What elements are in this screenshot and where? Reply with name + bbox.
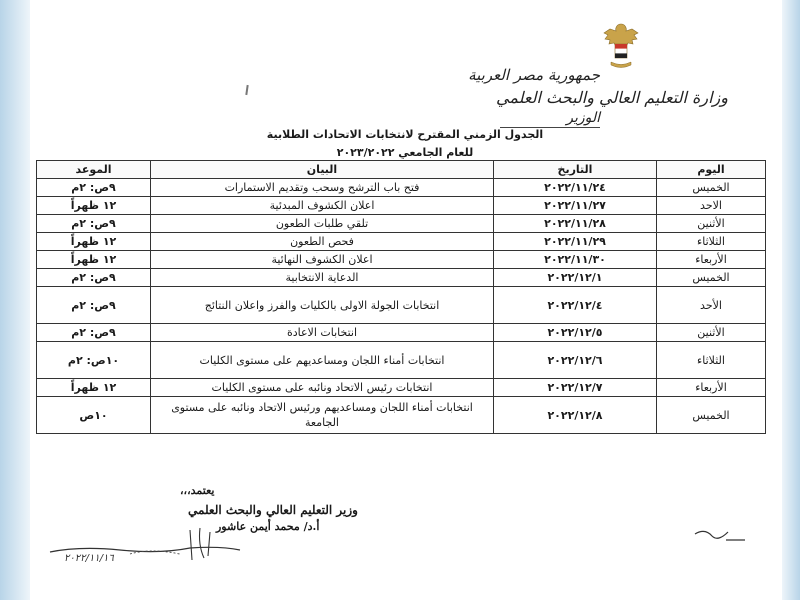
cell-time: ٩ص: ٢م bbox=[37, 287, 151, 324]
cell-time: ٩ص: ٢م bbox=[37, 324, 151, 342]
approval-greeting: يعتمد،،، bbox=[180, 484, 215, 497]
table-row bbox=[37, 251, 766, 269]
table-header-row bbox=[37, 161, 766, 179]
cell-description: انتخابات أمناء اللجان ومساعديهم على مستوى الكليات bbox=[151, 342, 494, 379]
cell-time: ١٢ ظهراً bbox=[37, 379, 151, 397]
table-row bbox=[37, 324, 766, 342]
cell-time: ٩ص: ٢م bbox=[37, 215, 151, 233]
minister-name: أ.د/ محمد أيمن عاشور bbox=[216, 520, 320, 533]
cell-description: انتخابات رئيس الاتحاد ونائبه على مستوى الكليات bbox=[151, 379, 494, 397]
table-row bbox=[37, 342, 766, 379]
title-line-1: الجدول الزمني المقترح لانتخابات الاتحادات الطلابية bbox=[266, 128, 544, 141]
cell-day: الثلاثاء bbox=[657, 233, 766, 251]
cell-day: الاحد bbox=[657, 197, 766, 215]
table-row bbox=[37, 287, 766, 324]
header-day: اليوم bbox=[657, 161, 766, 179]
cell-time: ١٢ ظهراً bbox=[37, 251, 151, 269]
cell-date: ٢٠٢٢/١٢/٥ bbox=[494, 324, 657, 342]
cell-description: انتخابات أمناء اللجان ومساعديهم ورئيس الاتحاد ونائبه على مستوى الجامعة bbox=[151, 397, 494, 434]
cell-day: الثلاثاء bbox=[657, 342, 766, 379]
cell-time: ١٢ ظهراً bbox=[37, 233, 151, 251]
schedule-table bbox=[36, 160, 766, 434]
table-row bbox=[37, 215, 766, 233]
cell-date: ٢٠٢٢/١٢/١ bbox=[494, 269, 657, 287]
document-title bbox=[240, 126, 570, 162]
margin-mark-icon bbox=[690, 520, 750, 550]
letterhead-ministry: وزارة التعليم العالي والبحث العلمي bbox=[496, 88, 728, 107]
cell-day: الخميس bbox=[657, 397, 766, 434]
title-line-2: للعام الجامعي ٢٠٢٣/٢٠٢٢ bbox=[336, 146, 474, 159]
eagle-emblem-icon bbox=[601, 20, 641, 70]
cell-description: الدعاية الانتخابية bbox=[151, 269, 494, 287]
table-row bbox=[37, 179, 766, 197]
photo-edge-left bbox=[0, 0, 30, 600]
cell-date: ٢٠٢٢/١١/٢٨ bbox=[494, 215, 657, 233]
stray-mark bbox=[245, 85, 248, 95]
cell-description: فتح باب الترشح وسحب وتقديم الاستمارات bbox=[151, 179, 494, 197]
cell-description: فحص الطعون bbox=[151, 233, 494, 251]
cell-description: تلقي طلبات الطعون bbox=[151, 215, 494, 233]
cell-time: ٩ص: ٢م bbox=[37, 179, 151, 197]
table-row bbox=[37, 197, 766, 215]
cell-description: انتخابات الاعادة bbox=[151, 324, 494, 342]
table-row bbox=[37, 233, 766, 251]
table-row bbox=[37, 379, 766, 397]
minister-title: وزير التعليم العالي والبحث العلمي bbox=[188, 503, 358, 517]
cell-date: ٢٠٢٢/١١/٢٤ bbox=[494, 179, 657, 197]
cell-day: الأثنين bbox=[657, 324, 766, 342]
header-time: الموعد bbox=[37, 161, 151, 179]
header-date: التاريخ bbox=[494, 161, 657, 179]
header-description: البيان bbox=[151, 161, 494, 179]
cell-description: اعلان الكشوف النهائية bbox=[151, 251, 494, 269]
table-row bbox=[37, 397, 766, 434]
photo-edge-right bbox=[782, 0, 800, 600]
cell-time: ٩ص: ٢م bbox=[37, 269, 151, 287]
cell-date: ٢٠٢٢/١١/٣٠ bbox=[494, 251, 657, 269]
cell-time: ١٠ص: ٢م bbox=[37, 342, 151, 379]
cell-time: ١٠ص bbox=[37, 397, 151, 434]
cell-date: ٢٠٢٢/١٢/٨ bbox=[494, 397, 657, 434]
cell-day: الأربعاء bbox=[657, 251, 766, 269]
cell-date: ٢٠٢٢/١١/٢٧ bbox=[494, 197, 657, 215]
cell-date: ٢٠٢٢/١٢/٦ bbox=[494, 342, 657, 379]
signature-date: ٢٠٢٢/١١/١٦ bbox=[64, 553, 114, 564]
letterhead-minister: الوزير bbox=[566, 110, 600, 126]
cell-date: ٢٠٢٢/١١/٢٩ bbox=[494, 233, 657, 251]
cell-date: ٢٠٢٢/١٢/٧ bbox=[494, 379, 657, 397]
cell-day: الأربعاء bbox=[657, 379, 766, 397]
cell-day: الأحد bbox=[657, 287, 766, 324]
cell-day: الخميس bbox=[657, 269, 766, 287]
cell-description: اعلان الكشوف المبدئية bbox=[151, 197, 494, 215]
cell-day: الخميس bbox=[657, 179, 766, 197]
cell-time: ١٢ ظهراً bbox=[37, 197, 151, 215]
cell-day: الأثنين bbox=[657, 215, 766, 233]
table-row bbox=[37, 269, 766, 287]
cell-description: انتخابات الجولة الاولى بالكليات والفرز واعلان النتائج bbox=[151, 287, 494, 324]
cell-date: ٢٠٢٢/١٢/٤ bbox=[494, 287, 657, 324]
letterhead-country: جمهورية مصر العربية bbox=[468, 66, 600, 84]
